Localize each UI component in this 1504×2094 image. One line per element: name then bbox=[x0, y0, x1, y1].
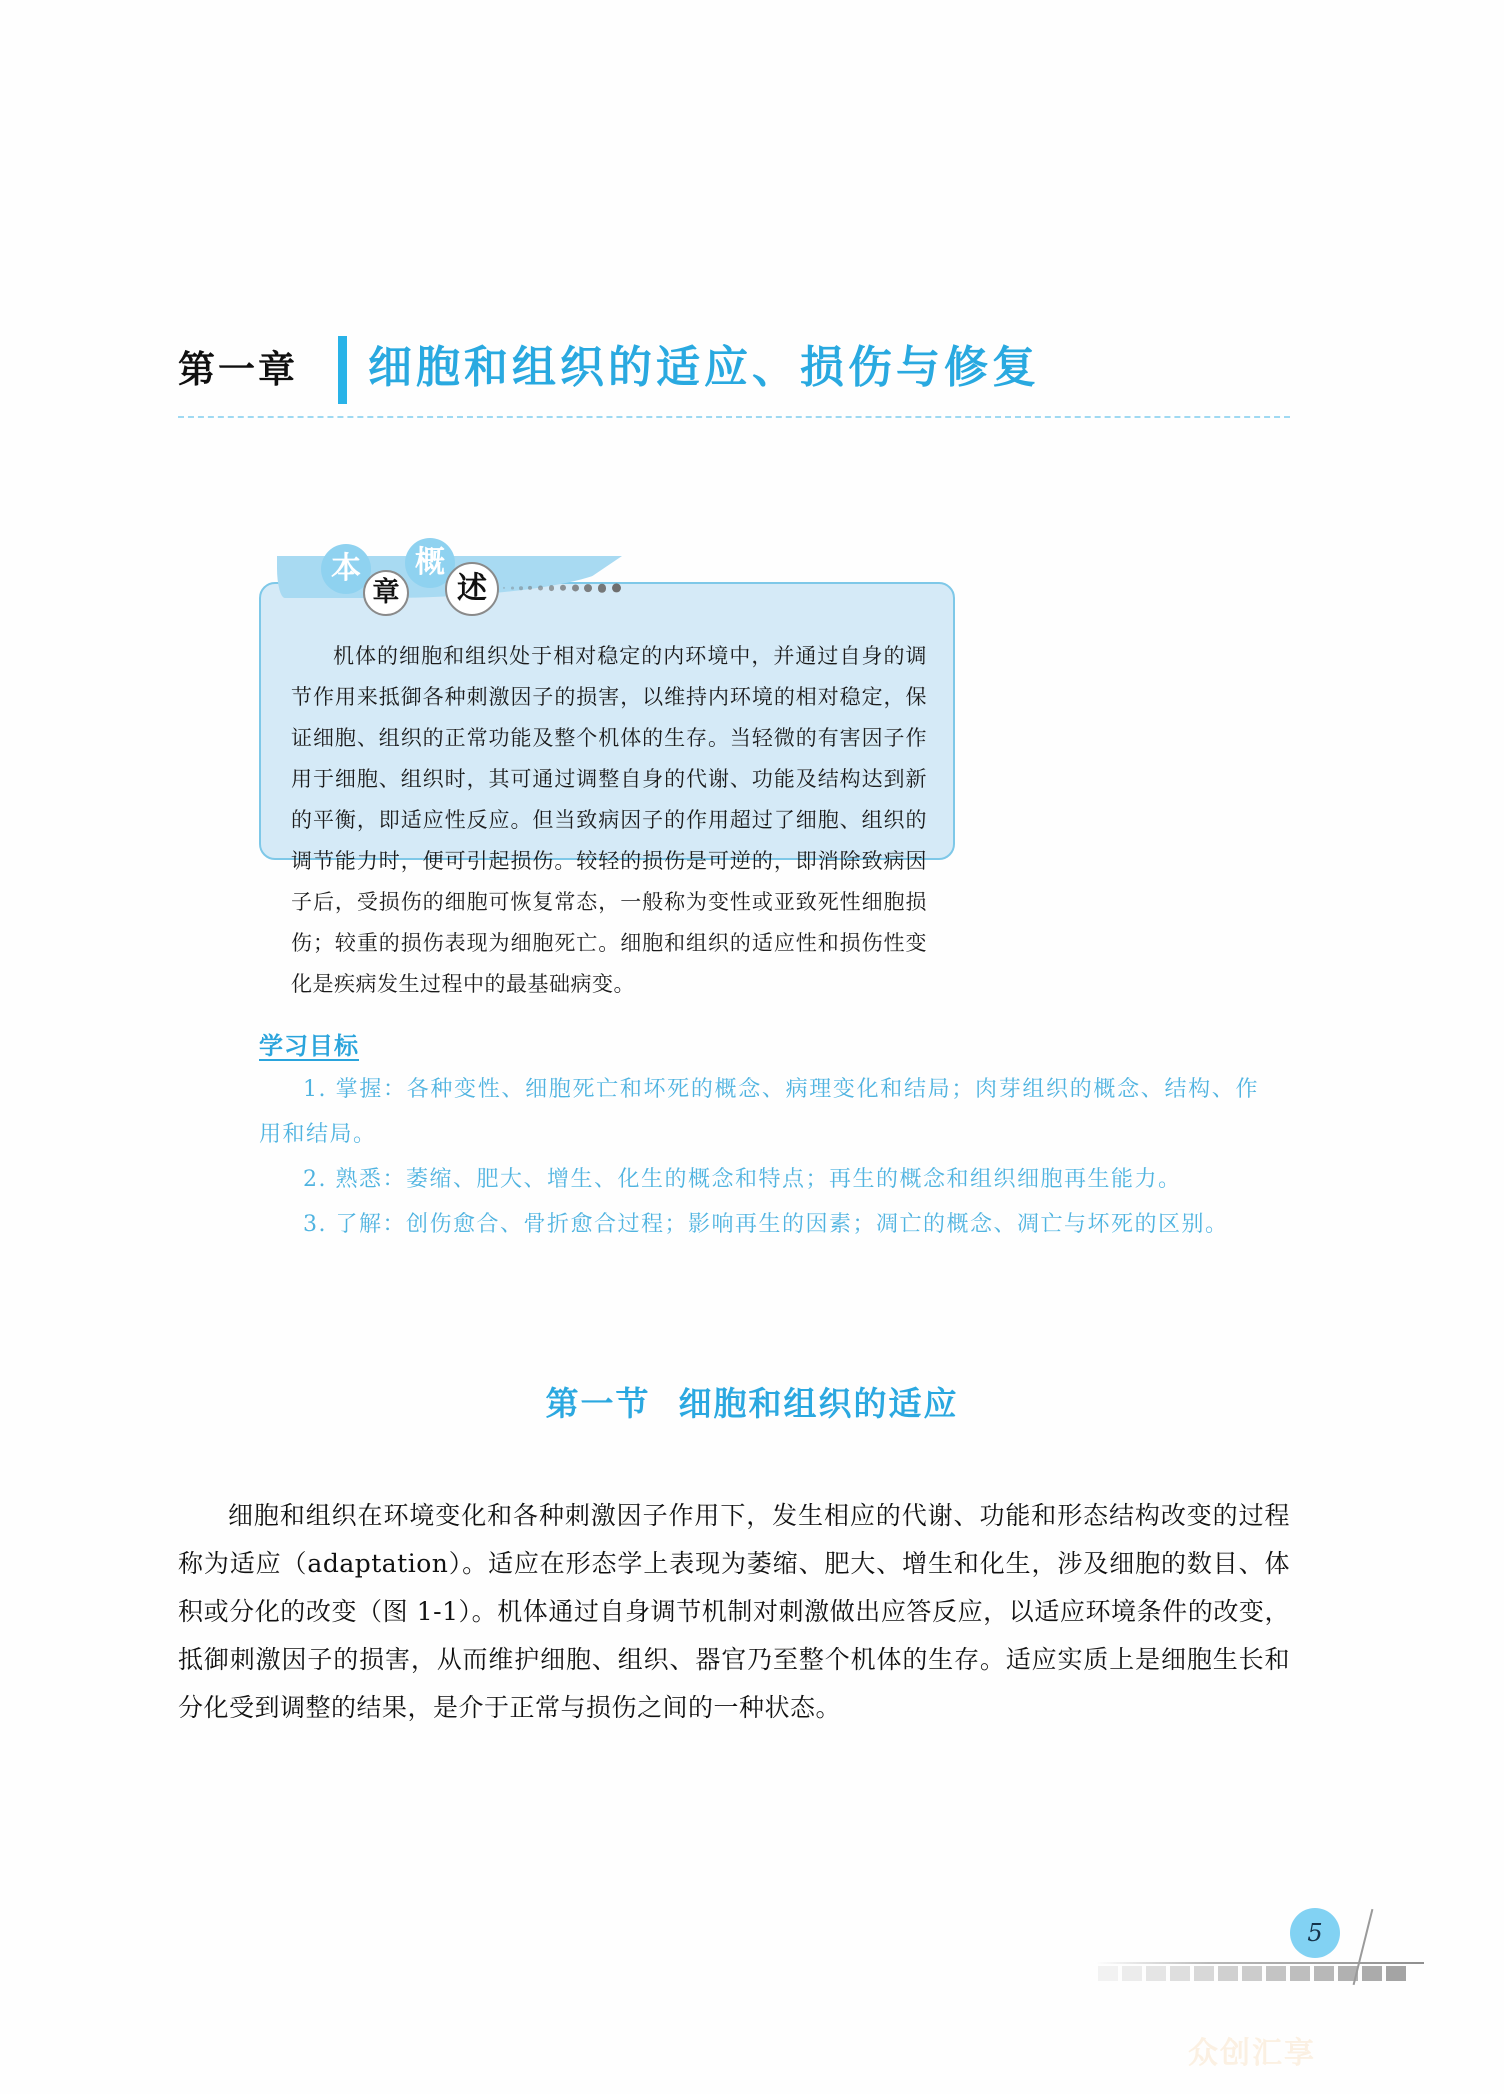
chapter-divider-bar bbox=[338, 336, 347, 404]
learning-objectives bbox=[259, 1026, 1259, 1247]
chapter-overview bbox=[259, 545, 959, 996]
body-paragraph: 细胞和组织在环境变化和各种刺激因子作用下，发生相应的代谢、功能和形态结构改变的过程称为适应（adaptation）。适应在形态学上表现为萎缩、肥大、增生和化生，涉及细胞的数目、体积或分化的改变（图 1-1）。机体通过自身调节机制对刺激做出应答反应，以适应环境条件的改变，抵御刺激因子的损害，从而维护细胞、组织、器官乃至整个机体的生存。适应实质上是细胞生长和分化受到调整的结果，是介于正常与损伤之间的一种状态。 bbox=[178, 1501, 1290, 1722]
chapter-number: 第一章 bbox=[178, 348, 298, 391]
section-title: 细胞和组织的适应 bbox=[678, 1384, 959, 1423]
page-footer bbox=[1080, 1880, 1460, 2000]
chapter-title: 细胞和组织的适应、损伤与修复 bbox=[368, 342, 1040, 393]
objective-item: 1. 掌握：各种变性、细胞死亡和坏死的概念、病理变化和结局；肉芽组织的概念、结构、作用和结局。 bbox=[259, 1077, 1259, 1147]
badge-dot-trail bbox=[503, 580, 683, 596]
chapter-dashed-rule bbox=[178, 416, 1290, 418]
chapter-header bbox=[178, 336, 1290, 420]
overview-badge bbox=[259, 545, 959, 626]
footer-dash-row bbox=[1098, 1966, 1416, 1982]
objective-item: 2. 熟悉：萎缩、肥大、增生、化生的概念和特点；再生的概念和组织细胞再生能力。 bbox=[303, 1167, 1182, 1192]
section-number: 第一节 bbox=[545, 1384, 651, 1423]
badge-char-zhang: 章 bbox=[363, 570, 409, 616]
watermark: 众创汇享 bbox=[1188, 2036, 1316, 2071]
badge-char-shu: 述 bbox=[445, 562, 499, 616]
section-heading bbox=[0, 1378, 1504, 1425]
badge-char-ben: 本 bbox=[321, 544, 371, 594]
learning-objectives-heading: 学习目标 bbox=[259, 1032, 359, 1060]
overview-text: 机体的细胞和组织处于相对稳定的内环境中，并通过自身的调节作用来抵御各种刺激因子的损害，以维持内环境的相对稳定，保证细胞、组织的正常功能及整个机体的生存。当轻微的有害因子作用于细胞、组织时，其可通过调整自身的代谢、功能及结构达到新的平衡，即适应性反应。但当致病因子的作用超过了细胞、组织的调节能力时，便可引起损伤。较轻的损伤是可逆的，即消除致病因子后，受损伤的细胞可恢复常态，一般称为变性或亚致死性细胞损伤；较重的损伤表现为细胞死亡。细胞和组织的适应性和损伤性变化是疾病发生过程中的最基础病变。 bbox=[291, 644, 927, 996]
badge-char-gai: 概 bbox=[405, 538, 455, 588]
objective-item: 3. 了解：创伤愈合、骨折愈合过程；影响再生的因素；凋亡的概念、凋亡与坏死的区别。 bbox=[303, 1212, 1229, 1237]
footer-rule bbox=[1094, 1962, 1424, 1964]
page-number-badge: 5 bbox=[1290, 1908, 1340, 1958]
